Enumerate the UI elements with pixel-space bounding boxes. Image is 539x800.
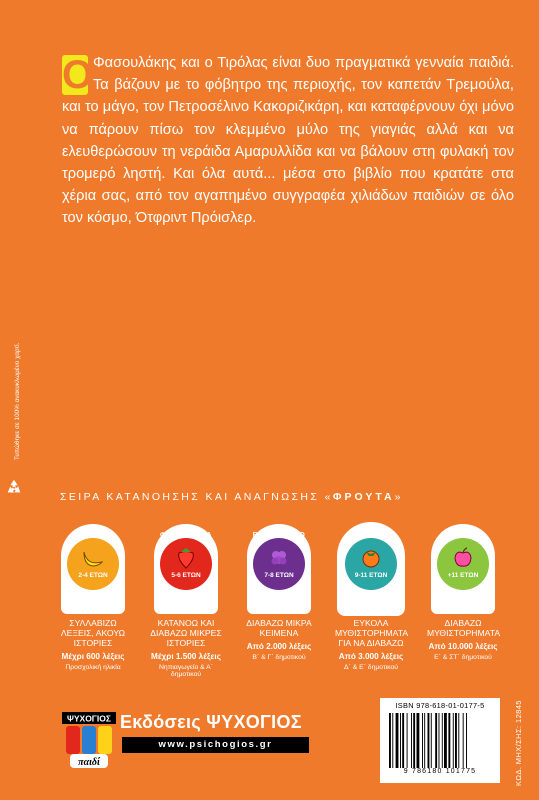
back-cover-blurb (62, 52, 514, 230)
fruit-words: Μέχρι 1.500 λέξεις (151, 652, 221, 661)
publisher-logo (60, 710, 118, 772)
fruit-item-banana (57, 524, 129, 671)
fruit-words: Από 2.000 λέξεις (246, 642, 312, 651)
blackberry-icon (267, 546, 291, 570)
fruit-words: Από 10.000 λέξεις (428, 642, 498, 651)
fruit-level: Δ΄ & Ε΄ δημοτικού (344, 664, 398, 671)
fruit-age: 7-8 ΕΤΩΝ (264, 572, 294, 579)
banana-icon (81, 546, 105, 570)
fruit-item-apple (427, 524, 499, 661)
fruit-caption: ΔΙΑΒΑΖΩ ΜΥΘΙΣΤΟΡΗΜΑΤΑ (427, 618, 501, 638)
barcode-box (380, 698, 500, 783)
fruit-level: Νηπιαγωγείο & Α΄ δημοτικού (159, 664, 213, 678)
drop-cap: Ο (62, 53, 94, 97)
fruit-name: ΜΠΑΝΑΝΑ (71, 530, 115, 539)
fruit-caption: ΔΙΑΒΑΖΩ ΜΙΚΡΑ ΚΕΙΜΕΝΑ (246, 618, 312, 638)
fruit-age: +11 ΕΤΩΝ (447, 572, 479, 579)
fruit-name: ΞΙΝΟΜΗΛΟ (440, 530, 486, 539)
barcode-number: 9 786180 101775 (403, 768, 477, 775)
fruit-age: 9-11 ΕΤΩΝ (354, 572, 388, 579)
publisher-name: Εκδόσεις ΨΥΧΟΓΙΟΣ (120, 712, 302, 732)
fruit-level: Προσχολική ηλικία (65, 664, 121, 671)
product-code: ΚΩΔ. ΜΗΧ/ΣΗΣ: 12845 (514, 700, 523, 786)
fruit-age: 5-6 ΕΤΩΝ (171, 572, 201, 579)
fruit-name: ΦΡΑΟΥΛΙΤΣΑ (159, 530, 213, 539)
fruit-caption: ΣΥΛΛΑΒΙΖΩ ΛΕΞΕΙΣ, ΑΚΟΥΩ ΙΣΤΟΡΙΕΣ (60, 618, 126, 648)
fruit-caption: ΕΥΚΟΛΑ ΜΥΘΙΣΤΟΡΗΜΑΤΑ ΓΙΑ ΝΑ ΔΙΑΒΑΖΩ (335, 618, 409, 648)
fruit-name: ΛΩΤΟΣ (356, 530, 386, 539)
barcode (387, 713, 493, 768)
persimmon-icon (359, 546, 383, 570)
blurb-text: Φασουλάκης και ο Τιρόλας είναι δυο πραγματικά γενναία παιδιά. Τα βάζουν με το φόβητρο της περιοχής, τον καπετάν Τρεμούλα, και το μάγο, τον Πετροσέλινο Κακοριζικάρη, και καταφέρνουν όχι μόνο να πάρουν πίσω τον κλεμμένο μύλο της γιαγιάς αλλά και να ελευθερώσουν τη νεράιδα Αμαρυλλίδα και να βάλουν στη φυλακή τον τρομερό ληστή. Και όλα αυτά... μέσα στο βιβλίο που κρατάτε στα χέρια σας, από τον αγαπημένο συγγραφέα χιλιάδων παιδιών σε όλο τον κόσμο, Ότφριντ Πρόισλερ. (62, 55, 514, 227)
fruit-caption: ΚΑΤΑΝΟΩ ΚΑΙ ΔΙΑΒΑΖΩ ΜΙΚΡΕΣ ΙΣΤΟΡΙΕΣ (150, 618, 222, 648)
series-title: ΣΕΙΡΑ ΚΑΤΑΝΟΗΣΗΣ ΚΑΙ ΑΝΑΓΝΩΣΗΣ «ΦΡΟΥΤΑ» (60, 491, 403, 503)
fruit-item-strawberry (150, 524, 222, 678)
fruit-item-persimmon (335, 524, 407, 671)
fruit-level: Β΄ & Γ΄ δημοτικού (252, 654, 306, 661)
fruit-words: Μέχρι 600 λέξεις (61, 652, 125, 661)
apple-icon (451, 546, 475, 570)
fruit-item-blackberry (243, 524, 315, 661)
fruit-name: ΒΑΤΟΜΟΥΡΟ (252, 530, 306, 539)
fruit-words: Από 3.000 λέξεις (338, 652, 404, 661)
strawberry-icon (174, 546, 198, 570)
recycle-icon (5, 478, 23, 496)
logo-text: ΨΥΧΟΓΙΟΣ (66, 713, 112, 724)
publisher-url: www.psichogios.gr (122, 737, 309, 753)
isbn-text: ISBN 978-618-01-0177-5 (395, 701, 485, 710)
logo-sub: παιδί (78, 757, 100, 768)
fruit-series-list (57, 524, 507, 684)
fruit-age: 2-4 ΕΤΩΝ (78, 572, 108, 579)
recycled-paper-note: Τυπώθηκε σε 100% ανακυκλωμένο χαρτί. (14, 342, 21, 460)
series-name: ΦΡΟΥΤΑ (332, 491, 395, 503)
fruit-level: Ε΄ & ΣΤ΄ δημοτικού (434, 654, 492, 661)
